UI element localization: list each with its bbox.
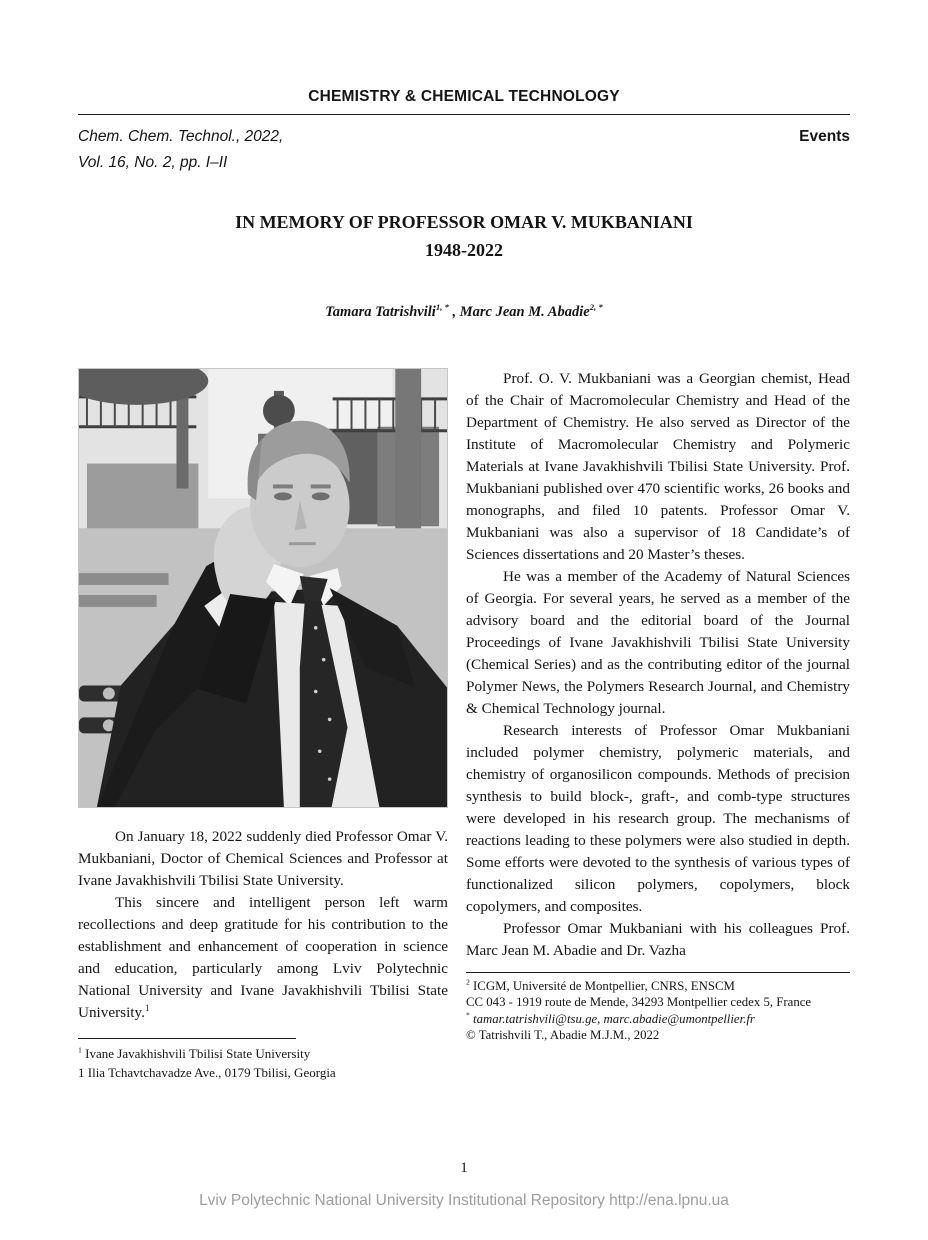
footnote-line: CC 043 - 1919 route de Mende, 34293 Montpellier cedex 5, France	[466, 995, 812, 1010]
paragraph-text: Professor Omar Mukbaniani with his colleagues Prof. Marc Jean M. Abadie and Dr. Vazha	[466, 920, 850, 959]
article-columns	[78, 368, 850, 1082]
page-number: 1	[460, 1160, 468, 1176]
issue-info-line-2: Vol. 16, No. 2, pp. I–II	[78, 154, 228, 171]
body-paragraph	[78, 892, 448, 1024]
section-label: Events	[799, 128, 850, 145]
body-paragraph	[78, 826, 448, 892]
body-paragraph	[466, 368, 850, 566]
paragraph-text: Prof. O. V. Mukbaniani was a Georgian chemist, Head of the Chair of Macromolecular Chemistry and Head of the Department of Chemistry. He also served as Director of the Institute of Macromolecular Chemistry and Polymeric Materials at Ivane Javakhishvili Tbilisi State University. Prof. Mukbaniani published over 470 scientific works, 26 books and monographs, and filed 10 patents. Professor Omar V. Mukbaniani was also a supervisor of 18 Candidate’s of Sciences dissertations and 20 Master’s theses.	[466, 370, 850, 563]
issue-row	[78, 124, 850, 176]
footnote-line: 1 Ilia Tchavtchavadze Ave., 0179 Tbilisi, Georgia	[78, 1064, 336, 1080]
footnote-left	[78, 1045, 448, 1082]
paragraph-text: On January 18, 2022 suddenly died Professor Omar V. Mukbaniani, Doctor of Chemical Sciences and Professor at Ivane Javakhishvili Tbilisi State University.	[78, 828, 448, 889]
right-column	[466, 368, 850, 1082]
footnote-marker: 2	[466, 977, 470, 987]
left-column	[78, 368, 448, 1082]
body-paragraph	[466, 720, 850, 918]
authors-line	[78, 304, 850, 321]
journal-title: CHEMISTRY & CHEMICAL TECHNOLOGY	[308, 88, 620, 105]
paragraph-text: He was a member of the Academy of Natural Sciences of Georgia. For several years, he served as a member of the advisory board and the editorial board of the Journal Proceedings of Ivane Javakhishvili Tbilisi State University (Chemical Series) and as the contributing editor of the journal Polymer News, the Polymers Research Journal, and Chemistry & Chemical Technology journal.	[466, 568, 850, 717]
body-paragraph	[466, 566, 850, 720]
author-1-name: Tamara Tatrishvili	[325, 304, 436, 320]
footnote-line	[466, 978, 850, 994]
paragraph-text: Research interests of Professor Omar Mukbaniani included polymer chemistry, polymeric materials, and chemistry of organosilicon compounds. Methods of precision synthesis to build block-, graft-, and comb-type structures were developed in his research group. The mechanisms of reactions leading to these polymers were also studied in depth. Some efforts were devoted to the synthesis of various types of functionalized silicon polymers, copolymers, block copolymers, and composites.	[466, 722, 850, 915]
footnote-emails: tamar.tatrishvili@tsu.ge, marc.abadie@umontpellier.fr	[469, 1011, 755, 1026]
portrait-photo-illustration	[79, 369, 447, 807]
page-content	[78, 0, 850, 1080]
footnote-line	[78, 1045, 448, 1064]
author-1-affiliation-mark: 1, *	[435, 302, 449, 313]
article-title	[78, 208, 850, 264]
issue-info-line-1: Chem. Chem. Technol., 2022,	[78, 128, 284, 145]
article-title-line-1: IN MEMORY OF PROFESSOR OMAR V. MUKBANIANI	[235, 212, 693, 232]
footnote-line	[466, 1011, 850, 1027]
footnote-text: Ivane Javakhishvili Tbilisi State University	[81, 1046, 311, 1061]
body-paragraph	[466, 918, 850, 962]
article-title-line-2: 1948-2022	[425, 240, 503, 260]
paragraph-text: This sincere and intelligent person left warm recollections and deep gratitude for his contribution to the establishment and enhancement of cooperation in science and education, particularly among Lviv Polytechnic National University and Ivane Javakhishvili Tbilisi State University.	[78, 894, 448, 1021]
footnote-right	[466, 978, 850, 1044]
author-2-affiliation-mark: 2, *	[589, 302, 603, 313]
footnote-marker: *	[466, 1010, 470, 1020]
masthead-rule	[78, 114, 850, 115]
footnote-rule	[466, 972, 850, 973]
footnote-text: ICGM, Université de Montpellier, CNRS, ENSCM	[469, 979, 735, 993]
issue-info	[78, 124, 283, 176]
portrait-photo	[78, 368, 448, 808]
authors-separator: ,	[448, 304, 460, 320]
repository-watermark: Lviv Polytechnic National University Institutional Repository http://ena.lpnu.ua	[199, 1192, 729, 1209]
footnote-marker: 1	[78, 1045, 82, 1055]
footnote-rule	[78, 1038, 296, 1039]
copyright-line: © Tatrishvili T., Abadie M.J.M., 2022	[466, 1028, 660, 1043]
footnote-reference-mark: 1	[144, 1002, 150, 1013]
author-2-name: Marc Jean M. Abadie	[459, 304, 590, 320]
